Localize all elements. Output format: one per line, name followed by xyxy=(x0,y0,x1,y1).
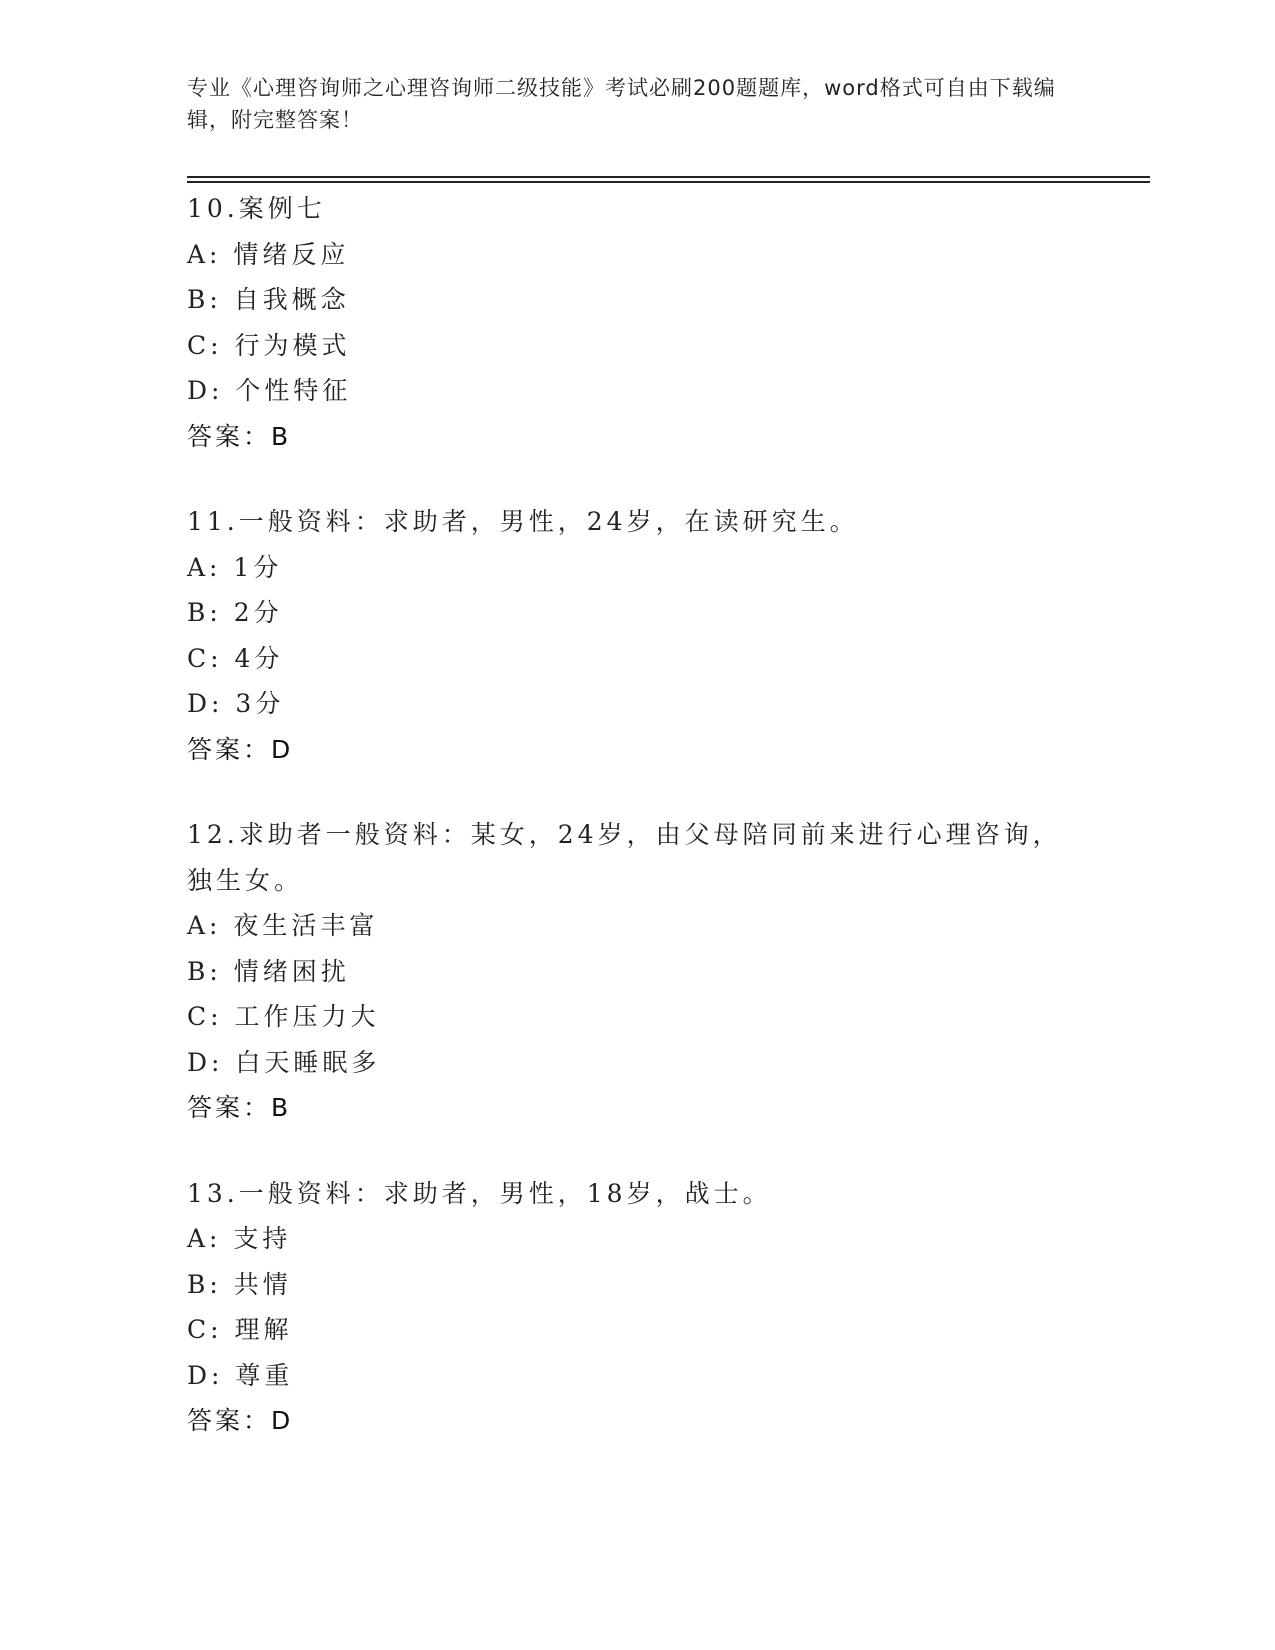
option-a: A: 情绪反应 xyxy=(187,239,350,269)
option-d: D: 3分 xyxy=(187,689,285,718)
option-c: C: 行为模式 xyxy=(187,330,351,360)
option-c: C: 4分 xyxy=(187,643,284,673)
option-b: B: 2分 xyxy=(187,598,283,627)
option-a: A: 夜生活丰富 xyxy=(187,911,379,940)
answer-line: 答案：D xyxy=(187,734,294,764)
answer-line: 答案：B xyxy=(187,1093,292,1122)
answer-line: 答案：D xyxy=(187,1406,294,1435)
question-list xyxy=(187,186,1087,1484)
header-divider-bottom xyxy=(187,181,1150,183)
header-divider-top xyxy=(187,176,1150,178)
question-item xyxy=(187,1171,1087,1444)
option-d: D: 尊重 xyxy=(187,1360,294,1390)
question-stem: 11.一般资料：求助者，男性，24岁，在读研究生。 xyxy=(187,507,859,536)
question-stem: 10.案例七 xyxy=(187,194,326,223)
option-c: C: 理解 xyxy=(187,1315,293,1344)
question-stem: 12.求助者一般资料：某女，24岁，由父母陪同前来进行心理咨询，独生女。 xyxy=(187,820,1062,895)
question-stem: 13.一般资料：求助者，男性，18岁，战士。 xyxy=(187,1178,772,1208)
option-d: D: 白天睡眠多 xyxy=(187,1047,381,1077)
option-c: C: 工作压力大 xyxy=(187,1002,380,1031)
option-b: B: 情绪困扰 xyxy=(187,956,350,986)
document-header: 专业《心理咨询师之心理咨询师二级技能》考试必刷200题题库，word格式可自由下载编辑，附完整答案！ xyxy=(187,76,1056,132)
question-item xyxy=(187,812,1087,1131)
option-b: B: 自我概念 xyxy=(187,285,350,314)
answer-line: 答案：B xyxy=(187,421,292,451)
question-item xyxy=(187,499,1087,772)
option-d: D: 个性特征 xyxy=(187,376,352,405)
option-a: A: 1分 xyxy=(187,552,283,582)
option-a: A: 支持 xyxy=(187,1224,292,1253)
option-b: B: 共情 xyxy=(187,1269,292,1299)
question-item xyxy=(187,186,1087,459)
